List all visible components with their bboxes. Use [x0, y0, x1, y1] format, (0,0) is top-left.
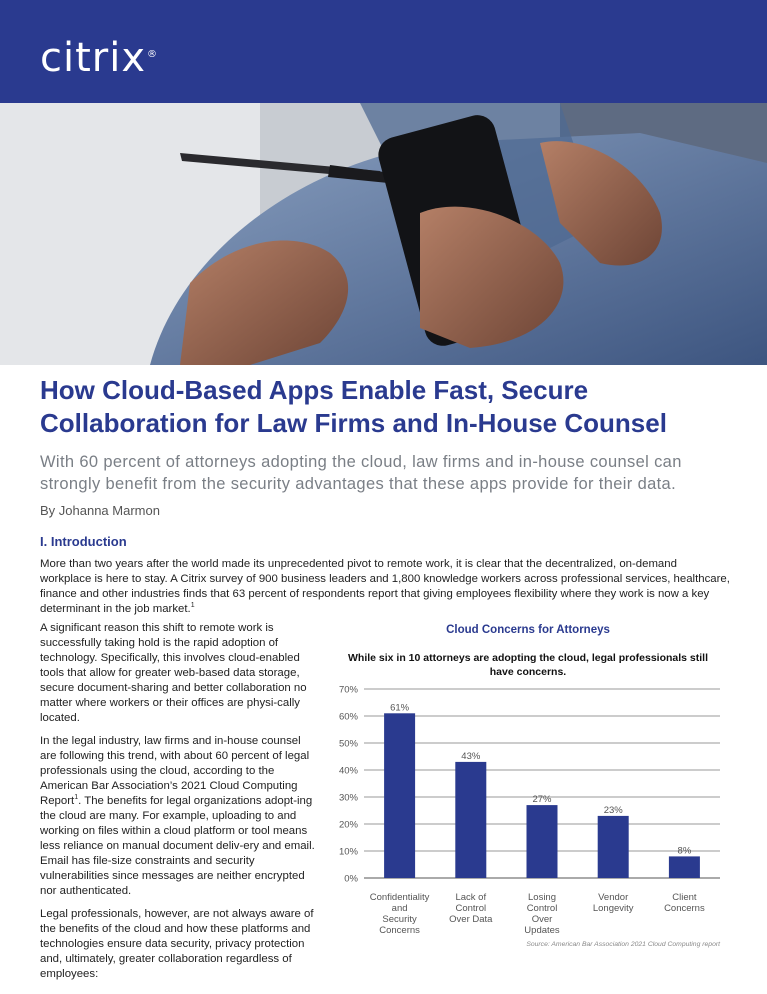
bar-value-label: 27% [532, 794, 552, 806]
chart-source-note: Source: American Bar Association 2021 Cloud Computing report [526, 941, 720, 948]
author-byline: By Johanna Marmon [40, 503, 160, 518]
article-title [40, 374, 740, 440]
body-paragraph-2 [40, 734, 319, 899]
body-paragraph-1: A significant reason this shift to remote work is successfully taking hold is the rapid adoption of technology. Specifically, this involves cloud-enabled tools that allow for greater web-based data storage, secure document-sharing and better collaboration no matter where workers or their offices are physi-cally located. [40, 622, 307, 724]
section-heading: I. Introduction [40, 534, 127, 549]
bar [598, 816, 629, 878]
x-category-label: Vendor Longevity [592, 892, 634, 914]
citrix-logo [40, 35, 159, 81]
bar [669, 856, 700, 878]
bar-chart [330, 680, 730, 942]
body-column [40, 621, 319, 990]
registered-mark: ® [147, 48, 159, 60]
body-paragraph-2-text-a: In the legal industry, law firms and in-house counsel are following this trend, with about 60 percent of legal professionals using the cloud, according to the American Bar Association’s 2021 Cloud Computing Report [40, 735, 310, 807]
y-tick-label: 0% [344, 873, 358, 885]
footnote-marker: 1 [190, 602, 195, 610]
y-tick-label: 10% [338, 846, 358, 858]
article-subtitle: With 60 percent of attorneys adopting the cloud, law firms and in-house counsel can strongly benefit from the security advantages that these apps provide for their data. [40, 453, 682, 493]
bar [527, 805, 558, 878]
intro-text: More than two years after the world made its unprecedented pivot to remote work, it is clear that the decentralized, on-demand workplace is here to stay. A Citrix survey of 900 business leaders and 1,800 knowledge workers across professional services, healthcare, finance and other industries finds that 63 percent of respondents report that giving employees flexibility where they work is now a key determinant in the job market. [40, 558, 730, 615]
x-category-label: Losing Control Over Updates [524, 892, 560, 936]
y-tick-label: 70% [338, 684, 358, 696]
person-holding-phone-and-pen-photo-icon [0, 103, 767, 365]
bar-value-label: 23% [603, 804, 623, 816]
body-paragraph-3: Legal professionals, however, are not always aware of the benefits of the cloud and how these platforms and technologies ensure data security, privacy protection and, ultimately, greater collaboration regardless of employees: [40, 908, 314, 980]
x-category-label: Lack of Control Over Data [449, 892, 493, 925]
title-line-1: How Cloud-Based Apps Enable Fast, Secure [40, 375, 589, 405]
title-line-2: Collaboration for Law Firms and In-House Counsel [40, 408, 667, 438]
bar-value-label: 61% [390, 702, 410, 714]
bar [455, 762, 486, 878]
bar-value-label: 8% [677, 845, 692, 857]
chart-subtitle: While six in 10 attorneys are adopting the cloud, legal professionals still have concerns. [348, 652, 708, 678]
chart-title: Cloud Concerns for Attorneys [446, 624, 610, 636]
y-tick-label: 20% [338, 819, 358, 831]
logo-wordmark: citrix [40, 35, 147, 81]
footnote-marker: 1 [74, 794, 79, 802]
page-header [0, 0, 767, 103]
y-tick-label: 30% [338, 792, 358, 804]
bar-value-label: 43% [461, 750, 481, 762]
hero-photo [0, 103, 767, 365]
intro-paragraph [40, 557, 730, 617]
y-tick-label: 60% [338, 711, 358, 723]
body-paragraph-2-text-b: . The benefits for legal organizations adopt-ing the cloud are many. For example, uploading to and working on files within a cloud platform or tool means less reliance on manual document deliv-ery and email. Email has file-size constraints and security vulnerabilities since messages are neither encrypted nor authenticated. [40, 795, 315, 897]
y-tick-label: 50% [338, 738, 358, 750]
bar [384, 713, 415, 878]
x-category-label: Client Concerns [664, 892, 705, 914]
y-tick-label: 40% [338, 765, 358, 777]
x-category-label: Confidentiality and Security Concerns [369, 892, 430, 936]
